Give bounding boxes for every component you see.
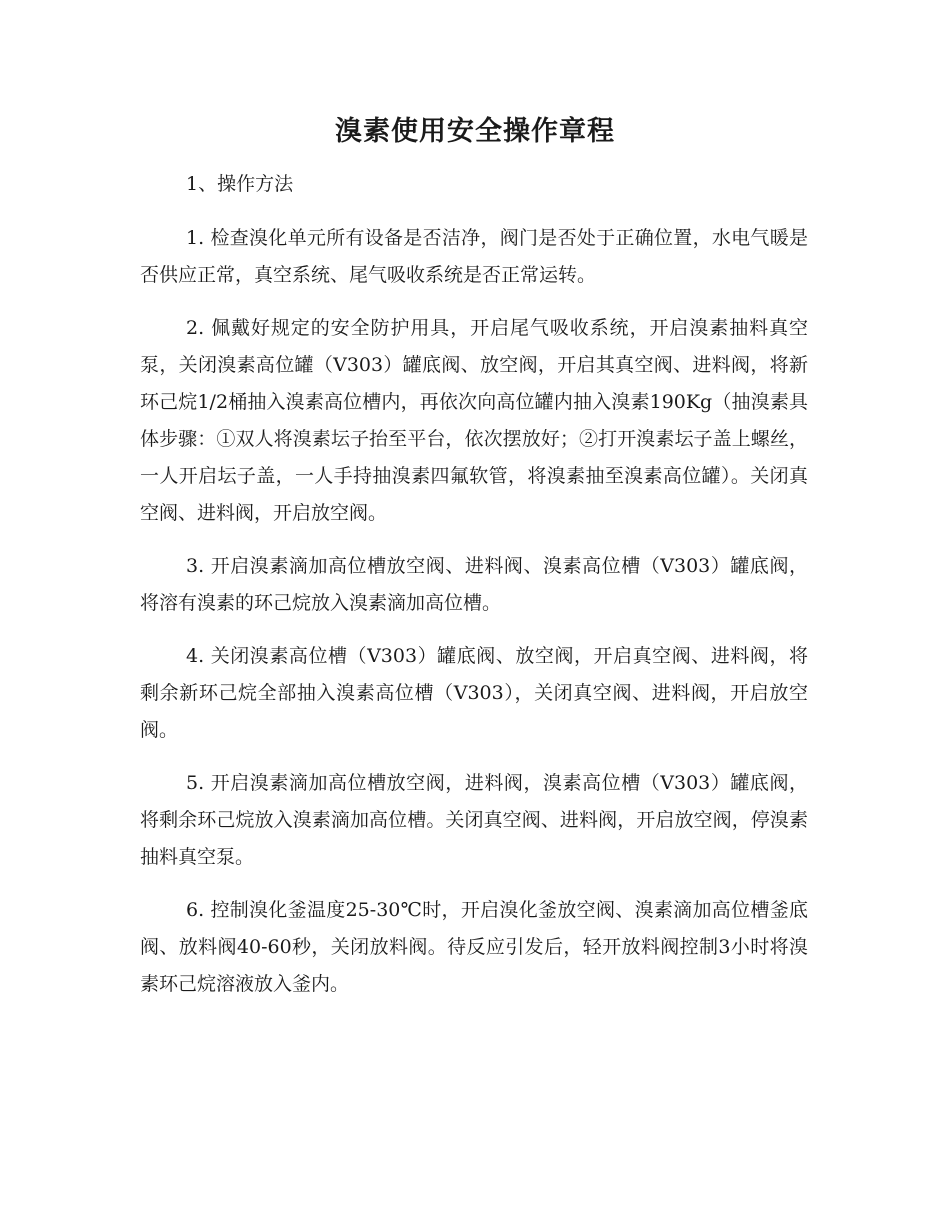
paragraph-step-2: 2. 佩戴好规定的安全防护用具，开启尾气吸收系统，开启溴素抽料真空泵，关闭溴素高位罐（V303）罐底阀、放空阀，开启其真空阀、进料阀，将新环己烷1/2桶抽入溴素高位槽内，再依次向高位罐内抽入溴素190Kg（抽溴素具体步骤：①双人将溴素坛子抬至平台，依次摆放好；②打开溴素坛子盖上螺丝，一人开启坛子盖，一人手持抽溴素四氟软管，将溴素抽至溴素高位罐）。关闭真空阀、进料阀，开启放空阀。: [140, 317, 808, 524]
section-heading: 1、操作方法: [186, 173, 294, 195]
document-title: 溴素使用安全操作章程: [335, 116, 615, 147]
paragraph-step-5: 5. 开启溴素滴加高位槽放空阀，进料阀，溴素高位槽（V303）罐底阀，将剩余环己烷放入溴素滴加高位槽。关闭真空阀、进料阀，开启放空阀，停溴素抽料真空泵。: [140, 772, 808, 868]
paragraph-step-6: 6. 控制溴化釜温度25-30℃时，开启溴化釜放空阀、溴素滴加高位槽釜底阀、放料阀40-60秒，关闭放料阀。待反应引发后，轻开放料阀控制3小时将溴素环己烷溶液放入釜内。: [140, 899, 808, 995]
paragraph-step-4: 4. 关闭溴素高位槽（V303）罐底阀、放空阀，开启真空阀、进料阀，将剩余新环己烷全部抽入溴素高位槽（V303），关闭真空阀、进料阀，开启放空阀。: [140, 645, 808, 741]
paragraph-step-1: 1. 检查溴化单元所有设备是否洁净，阀门是否处于正确位置，水电气暖是否供应正常，真空系统、尾气吸收系统是否正常运转。: [140, 227, 808, 286]
document-body: [140, 220, 808, 1019]
paragraph-step-3: 3. 开启溴素滴加高位槽放空阀、进料阀、溴素高位槽（V303）罐底阀，将溶有溴素的环己烷放入溴素滴加高位槽。: [140, 555, 808, 614]
